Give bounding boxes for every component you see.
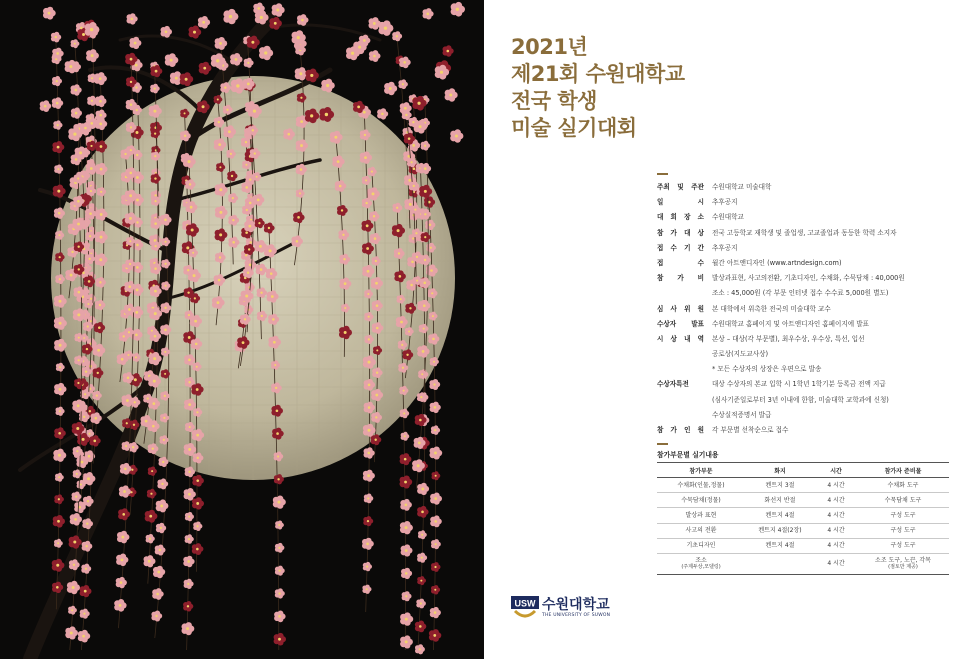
detail-row xyxy=(657,302,957,317)
cell-dept: 조소 (주제두상,모델링) xyxy=(657,553,745,574)
header-time: 시간 xyxy=(815,463,857,478)
header-paper: 화지 xyxy=(745,463,815,478)
detail-label: 참 가 인 원 xyxy=(657,426,704,434)
contest-details xyxy=(657,180,957,438)
table-row xyxy=(657,538,949,553)
detail-row xyxy=(657,423,957,438)
cell-time: 4 시간 xyxy=(815,523,857,538)
detail-value: 대상 수상자의 본교 입학 시 1학년 1학기분 등록금 전액 지급 (심사기준일로부터 3년 이내에 한함, 미술대학 교학과에 신청) 수상실적증명서 발급 xyxy=(712,380,889,419)
detail-label: 주최 및 주관 xyxy=(657,183,704,191)
cell-dept: 수채화(인물,정물) xyxy=(657,478,745,493)
table-row xyxy=(657,523,949,538)
table-title: 참가부문별 실기내용 xyxy=(657,451,719,459)
university-logo xyxy=(511,593,610,621)
title-line-3: 전국 학생 xyxy=(511,89,597,113)
detail-row xyxy=(657,226,957,241)
svg-text:USW: USW xyxy=(514,598,536,609)
detail-value: 발상과표현, 사고의전환, 기초디자인, 수채화, 수묵담채 : 40,000원 조소 : 45,000원 (각 부문 인터넷 접수 수수료 5,000원 별도) xyxy=(712,274,905,298)
detail-value: 수원대학교 미술대학 xyxy=(712,183,772,191)
cell-dept: 기초디자인 xyxy=(657,538,745,553)
detail-value: 본 대학에서 위촉한 전국의 미술대학 교수 xyxy=(712,304,831,313)
section-divider xyxy=(657,443,668,445)
detail-label: 접 수 기 간 xyxy=(657,243,704,252)
detail-label: 수상자특전 xyxy=(657,380,689,389)
table-row xyxy=(657,508,949,523)
cell-dept: 수묵담채(정물) xyxy=(657,493,745,508)
cell-time: 4 시간 xyxy=(815,553,857,574)
detail-label: 참 가 비 xyxy=(657,274,704,283)
detail-label: 시 상 내 역 xyxy=(657,334,704,343)
detail-value: 월간 아트앤디자인 (www.artndesign.com) xyxy=(712,258,842,267)
cell-dept: 사고의 전환 xyxy=(657,523,745,538)
logo-english-name: THE UNIVERSITY OF SUWON xyxy=(542,612,611,618)
detail-value: 추후공지 xyxy=(712,243,738,252)
cell-time: 4 시간 xyxy=(815,493,857,508)
cell-prep: 구성 도구 xyxy=(857,523,949,538)
cell-prep: 구성 도구 xyxy=(857,538,949,553)
detail-row xyxy=(657,377,957,423)
detail-value: 수원대학교 xyxy=(712,213,744,222)
cell-time: 4 시간 xyxy=(815,478,857,493)
detail-value: 본상 – 대상(각 부문별), 최우수상, 우수상, 특선, 입선 공로상(지도교사상) * 모든 수상자의 상장은 우편으로 발송 xyxy=(712,334,865,374)
cell-paper: 켄트지 4절 xyxy=(745,538,815,553)
header-prep: 참가자 준비물 xyxy=(857,463,949,478)
detail-label: 수상자 발표 xyxy=(657,319,704,328)
title-line-2: 제21회 수원대학교 xyxy=(511,62,685,86)
cell-prep: 수채화 도구 xyxy=(857,478,949,493)
poster-title xyxy=(511,34,685,142)
cell-paper: 켄트지 3절 xyxy=(745,478,815,493)
cell-time: 4 시간 xyxy=(815,508,857,523)
cell-prep: 수묵담채 도구 xyxy=(857,493,949,508)
cell-time: 4 시간 xyxy=(815,538,857,553)
table-row xyxy=(657,493,949,508)
detail-label: 참 가 대 상 xyxy=(657,228,704,237)
table-row xyxy=(657,553,949,574)
detail-row xyxy=(657,210,957,225)
detail-row xyxy=(657,180,957,195)
cell-paper: 켄트지 4절(2장) xyxy=(745,523,815,538)
cell-dept: 발상과 표현 xyxy=(657,508,745,523)
cell-prep: 구성 도구 xyxy=(857,508,949,523)
category-table xyxy=(657,462,949,575)
detail-row xyxy=(657,241,957,256)
info-panel xyxy=(484,0,966,659)
section-divider xyxy=(657,173,668,175)
detail-row xyxy=(657,256,957,271)
detail-row xyxy=(657,332,957,378)
detail-value: 전국 고등학교 재학생 및 졸업생, 고교졸업과 동등한 학력 소지자 xyxy=(712,228,897,237)
cell-prep: 소조 도구, 노끈, 각목 (점토만 제공) xyxy=(857,553,949,574)
title-line-4: 미술 실기대회 xyxy=(511,116,637,140)
detail-value: 수원대학교 홈페이지 및 아트앤디자인 홈페이지에 발표 xyxy=(712,319,869,328)
detail-label: 심 사 위 원 xyxy=(657,304,704,313)
table-row xyxy=(657,478,949,493)
detail-row xyxy=(657,271,957,301)
cell-paper xyxy=(745,553,815,574)
cell-paper: 켄트지 4절 xyxy=(745,508,815,523)
header-dept: 참가부문 xyxy=(657,463,745,478)
logo-korean-name: 수원대학교 xyxy=(542,596,610,613)
detail-row xyxy=(657,195,957,210)
detail-label: 접 수 xyxy=(657,258,704,267)
detail-label: 일 시 xyxy=(657,198,704,207)
cell-paper: 화선지 반절 xyxy=(745,493,815,508)
detail-label: 대 회 장 소 xyxy=(657,213,704,222)
detail-value: 추후공지 xyxy=(712,198,738,207)
detail-value: 각 부문별 선착순으로 접수 xyxy=(712,426,789,434)
detail-row xyxy=(657,317,957,332)
title-line-1: 2021년 xyxy=(511,35,588,59)
usw-emblem-icon xyxy=(511,593,539,621)
